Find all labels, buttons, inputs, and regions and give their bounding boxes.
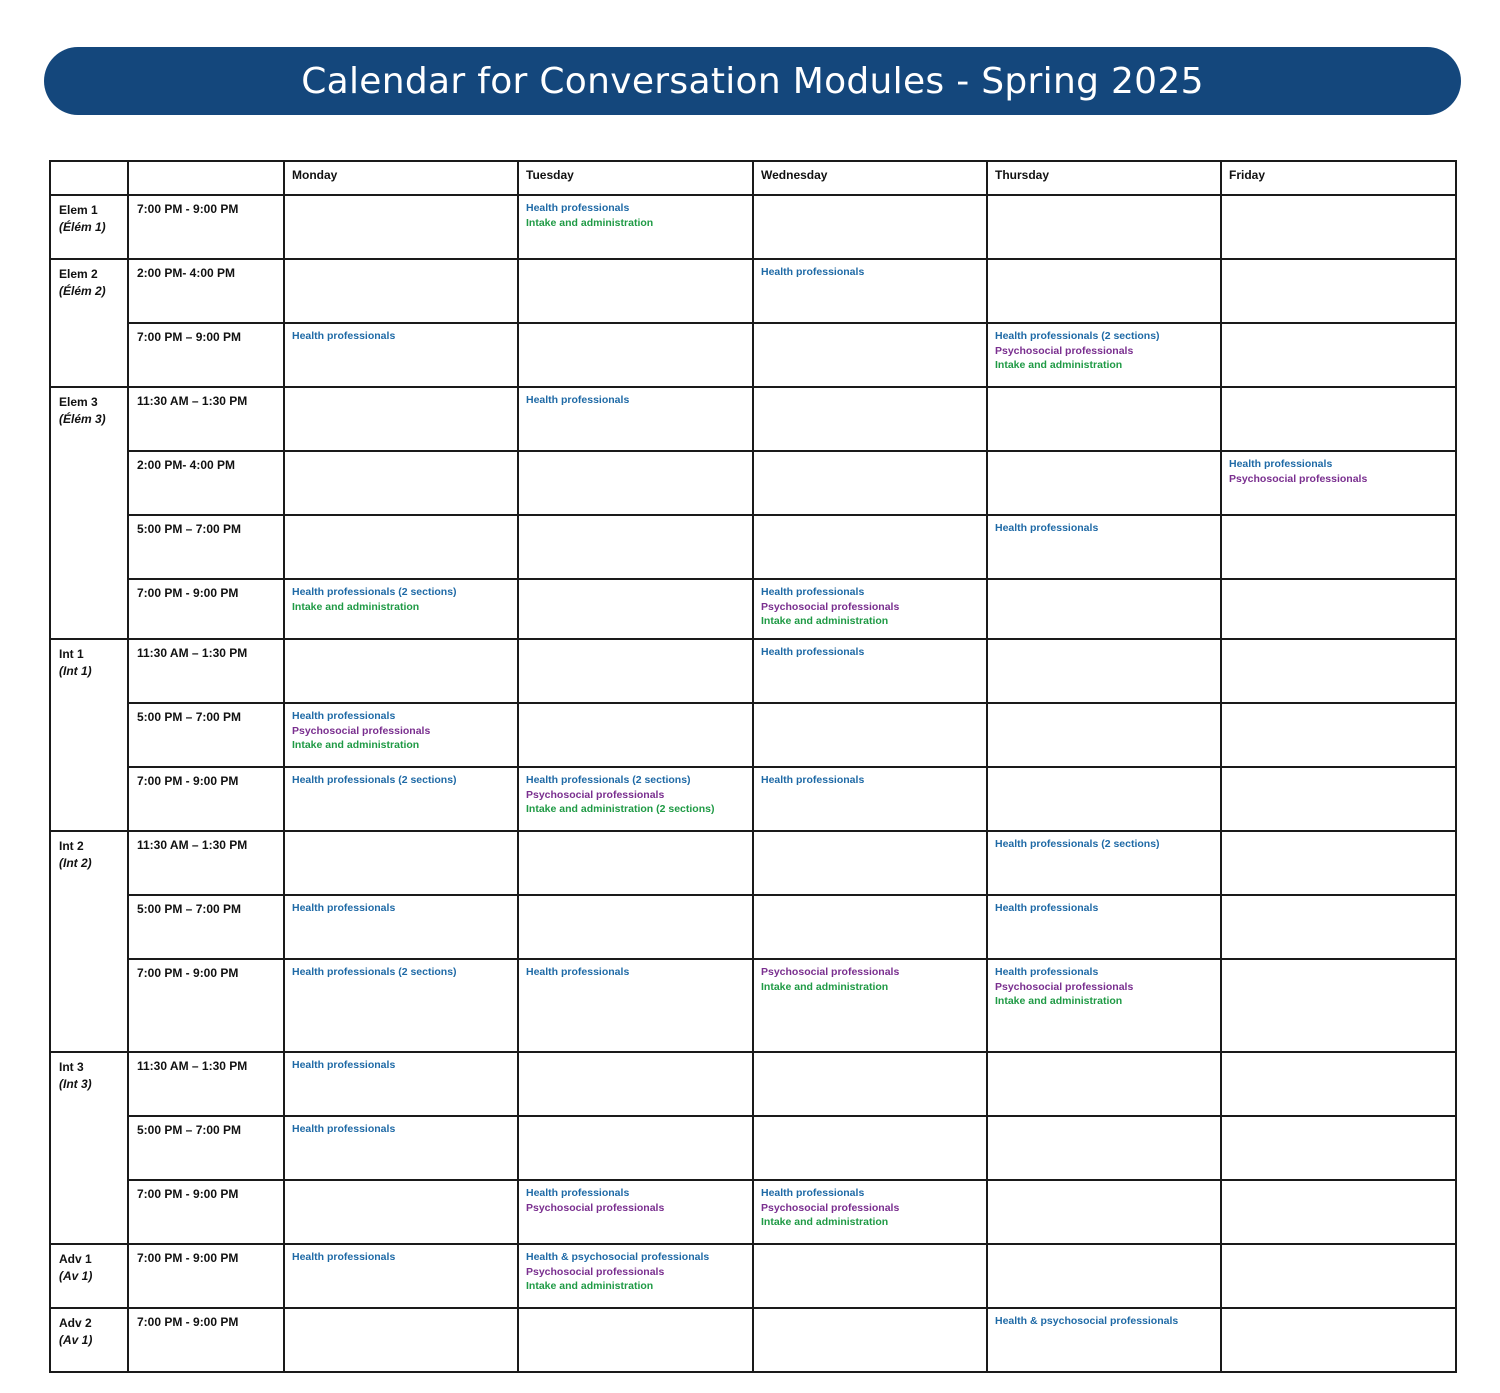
time-slot: 5:00 PM – 7:00 PM <box>128 703 284 767</box>
health-entry: Health professionals <box>995 966 1099 978</box>
level-french-name: (Av 1) <box>59 1333 93 1347</box>
intake-entry: Intake and administration <box>292 600 420 613</box>
header-wednesday: Wednesday <box>753 161 987 195</box>
table-row <box>50 895 1456 959</box>
health-entry: Health professionals (2 sections) <box>292 966 457 978</box>
day-cell-monday <box>284 1308 518 1372</box>
psychosocial-entry: Psychosocial professionals <box>761 600 900 613</box>
day-cell-thursday <box>987 1244 1221 1308</box>
intake-entry: Intake and administration <box>995 995 1123 1008</box>
intake-entry: Intake and administration (2 sections) <box>526 803 715 816</box>
day-cell-friday <box>1221 1052 1456 1116</box>
time-slot: 2:00 PM- 4:00 PM <box>128 451 284 515</box>
psychosocial-entry: Psychosocial professionals <box>761 966 900 978</box>
table-row <box>50 1244 1456 1308</box>
header-tuesday: Tuesday <box>518 161 753 195</box>
day-cell-monday <box>284 579 518 639</box>
table-row <box>50 323 1456 387</box>
day-cell-wednesday <box>753 831 987 895</box>
day-cell-monday <box>284 831 518 895</box>
day-cell-friday <box>1221 323 1456 387</box>
table-row <box>50 1308 1456 1372</box>
intake-entry: Intake and administration <box>526 1280 654 1293</box>
time-slot: 2:00 PM- 4:00 PM <box>128 259 284 323</box>
health-entry: Health professionals <box>526 966 630 978</box>
day-cell-wednesday <box>753 1180 987 1244</box>
day-cell-wednesday <box>753 703 987 767</box>
health-entry: Health professionals <box>292 1059 396 1071</box>
day-cell-thursday <box>987 195 1221 259</box>
level-cell <box>50 639 128 831</box>
level-cell <box>50 1052 128 1244</box>
level-french-name: (Élém 3) <box>59 412 106 426</box>
day-cell-tuesday <box>518 323 753 387</box>
table-row <box>50 579 1456 639</box>
level-name: Int 1 <box>59 647 84 661</box>
health-entry: Health professionals <box>526 202 630 214</box>
day-cell-thursday <box>987 259 1221 323</box>
day-cell-thursday <box>987 1180 1221 1244</box>
day-cell-wednesday <box>753 959 987 1052</box>
level-name: Elem 2 <box>59 267 98 281</box>
time-slot: 7:00 PM - 9:00 PM <box>128 959 284 1052</box>
day-cell-tuesday <box>518 259 753 323</box>
psychosocial-entry: Psychosocial professionals <box>995 980 1134 993</box>
intake-entry: Intake and administration <box>761 980 889 993</box>
day-cell-wednesday <box>753 1244 987 1308</box>
day-cell-tuesday <box>518 515 753 579</box>
level-cell <box>50 1244 128 1308</box>
level-cell <box>50 1308 128 1372</box>
time-slot: 11:30 AM – 1:30 PM <box>128 387 284 451</box>
day-cell-friday <box>1221 1244 1456 1308</box>
health-entry: Health professionals <box>292 330 396 342</box>
day-cell-friday <box>1221 451 1456 515</box>
table-row <box>50 639 1456 703</box>
health-entry: Health professionals <box>761 774 865 786</box>
table-row <box>50 831 1456 895</box>
day-cell-wednesday <box>753 895 987 959</box>
day-cell-thursday <box>987 895 1221 959</box>
level-french-name: (Int 1) <box>59 664 92 678</box>
day-cell-monday <box>284 1180 518 1244</box>
day-cell-tuesday <box>518 1180 753 1244</box>
day-cell-monday <box>284 259 518 323</box>
health-entry: Health professionals <box>526 1187 630 1199</box>
psychosocial-entry: Psychosocial professionals <box>292 724 431 737</box>
day-cell-thursday <box>987 1308 1221 1372</box>
table-row <box>50 259 1456 323</box>
day-cell-thursday <box>987 1116 1221 1180</box>
level-cell <box>50 387 128 639</box>
health-entry: Health professionals <box>761 266 865 278</box>
level-cell <box>50 831 128 1052</box>
day-cell-tuesday <box>518 387 753 451</box>
table-row <box>50 1052 1456 1116</box>
health-entry: Health professionals <box>292 710 396 722</box>
day-cell-monday <box>284 387 518 451</box>
intake-entry: Intake and administration <box>761 615 889 628</box>
level-name: Adv 2 <box>59 1316 92 1330</box>
day-cell-thursday <box>987 1052 1221 1116</box>
level-name: Adv 1 <box>59 1252 92 1266</box>
psychosocial-entry: Psychosocial professionals <box>1229 472 1368 485</box>
day-cell-tuesday <box>518 1244 753 1308</box>
health-entry: Health professionals (2 sections) <box>995 330 1160 342</box>
day-cell-thursday <box>987 387 1221 451</box>
psychosocial-entry: Psychosocial professionals <box>761 1201 900 1214</box>
health-entry: Health professionals (2 sections) <box>526 774 691 786</box>
day-cell-friday <box>1221 387 1456 451</box>
calendar-table <box>49 160 1457 1373</box>
health-entry: Health professionals (2 sections) <box>292 586 457 598</box>
day-cell-friday <box>1221 703 1456 767</box>
time-slot: 7:00 PM - 9:00 PM <box>128 1244 284 1308</box>
day-cell-tuesday <box>518 831 753 895</box>
health-entry: Health professionals <box>995 902 1099 914</box>
intake-entry: Intake and administration <box>761 1216 889 1229</box>
day-cell-friday <box>1221 895 1456 959</box>
day-cell-monday <box>284 323 518 387</box>
time-slot: 5:00 PM – 7:00 PM <box>128 1116 284 1180</box>
psychosocial-entry: Psychosocial professionals <box>526 1201 665 1214</box>
level-french-name: (Élém 2) <box>59 284 106 298</box>
time-slot: 11:30 AM – 1:30 PM <box>128 831 284 895</box>
level-cell <box>50 195 128 259</box>
day-cell-friday <box>1221 831 1456 895</box>
header-thursday: Thursday <box>987 161 1221 195</box>
day-cell-thursday <box>987 451 1221 515</box>
intake-entry: Intake and administration <box>526 216 654 229</box>
health-entry: Health & psychosocial professionals <box>526 1251 710 1263</box>
time-slot: 11:30 AM – 1:30 PM <box>128 1052 284 1116</box>
day-cell-wednesday <box>753 1308 987 1372</box>
day-cell-monday <box>284 895 518 959</box>
health-entry: Health professionals <box>761 586 865 598</box>
title-banner <box>44 47 1461 115</box>
day-cell-monday <box>284 639 518 703</box>
day-cell-wednesday <box>753 195 987 259</box>
day-cell-tuesday <box>518 959 753 1052</box>
day-cell-monday <box>284 703 518 767</box>
day-cell-friday <box>1221 515 1456 579</box>
day-cell-monday <box>284 1244 518 1308</box>
day-cell-thursday <box>987 767 1221 831</box>
level-name: Elem 1 <box>59 203 98 217</box>
day-cell-wednesday <box>753 767 987 831</box>
day-cell-tuesday <box>518 703 753 767</box>
table-row <box>50 387 1456 451</box>
header-monday: Monday <box>284 161 518 195</box>
day-cell-tuesday <box>518 1052 753 1116</box>
level-name: Elem 3 <box>59 395 98 409</box>
day-cell-monday <box>284 1116 518 1180</box>
psychosocial-entry: Psychosocial professionals <box>526 788 665 801</box>
day-cell-friday <box>1221 1116 1456 1180</box>
level-cell <box>50 259 128 387</box>
day-cell-friday <box>1221 1180 1456 1244</box>
time-slot: 5:00 PM – 7:00 PM <box>128 895 284 959</box>
day-cell-wednesday <box>753 387 987 451</box>
table-row <box>50 959 1456 1052</box>
day-cell-monday <box>284 195 518 259</box>
header-friday: Friday <box>1221 161 1456 195</box>
day-cell-tuesday <box>518 451 753 515</box>
health-entry: Health professionals <box>292 902 396 914</box>
time-slot: 7:00 PM – 9:00 PM <box>128 323 284 387</box>
psychosocial-entry: Psychosocial professionals <box>526 1265 665 1278</box>
time-slot: 11:30 AM – 1:30 PM <box>128 639 284 703</box>
day-cell-friday <box>1221 639 1456 703</box>
day-cell-tuesday <box>518 639 753 703</box>
level-french-name: (Élém 1) <box>59 220 106 234</box>
health-entry: Health & psychosocial professionals <box>995 1315 1179 1327</box>
table-row <box>50 451 1456 515</box>
header-level <box>50 161 128 195</box>
intake-entry: Intake and administration <box>995 359 1123 372</box>
day-cell-tuesday <box>518 895 753 959</box>
table-row <box>50 1116 1456 1180</box>
time-slot: 7:00 PM - 9:00 PM <box>128 1308 284 1372</box>
level-name: Int 3 <box>59 1060 84 1074</box>
level-french-name: (Int 2) <box>59 856 92 870</box>
time-slot: 5:00 PM – 7:00 PM <box>128 515 284 579</box>
day-cell-tuesday <box>518 1308 753 1372</box>
day-cell-friday <box>1221 579 1456 639</box>
table-row <box>50 703 1456 767</box>
day-cell-tuesday <box>518 1116 753 1180</box>
day-cell-thursday <box>987 579 1221 639</box>
health-entry: Health professionals (2 sections) <box>995 838 1160 850</box>
day-cell-monday <box>284 767 518 831</box>
day-cell-wednesday <box>753 259 987 323</box>
time-slot: 7:00 PM - 9:00 PM <box>128 195 284 259</box>
day-cell-friday <box>1221 1308 1456 1372</box>
day-cell-wednesday <box>753 1116 987 1180</box>
day-cell-monday <box>284 451 518 515</box>
intake-entry: Intake and administration <box>292 739 420 752</box>
day-cell-friday <box>1221 959 1456 1052</box>
day-cell-thursday <box>987 959 1221 1052</box>
day-cell-wednesday <box>753 579 987 639</box>
day-cell-monday <box>284 1052 518 1116</box>
day-cell-friday <box>1221 767 1456 831</box>
level-name: Int 2 <box>59 839 84 853</box>
day-cell-thursday <box>987 515 1221 579</box>
health-entry: Health professionals <box>292 1123 396 1135</box>
table-row <box>50 515 1456 579</box>
health-entry: Health professionals <box>995 522 1099 534</box>
health-entry: Health professionals <box>526 394 630 406</box>
day-cell-tuesday <box>518 767 753 831</box>
header-row <box>50 161 1456 195</box>
day-cell-wednesday <box>753 515 987 579</box>
day-cell-tuesday <box>518 195 753 259</box>
day-cell-thursday <box>987 639 1221 703</box>
level-french-name: (Int 3) <box>59 1077 92 1091</box>
day-cell-thursday <box>987 323 1221 387</box>
day-cell-friday <box>1221 259 1456 323</box>
table-row <box>50 195 1456 259</box>
day-cell-thursday <box>987 831 1221 895</box>
table-row <box>50 1180 1456 1244</box>
day-cell-monday <box>284 515 518 579</box>
level-french-name: (Av 1) <box>59 1269 93 1283</box>
day-cell-friday <box>1221 195 1456 259</box>
day-cell-wednesday <box>753 639 987 703</box>
health-entry: Health professionals <box>292 1251 396 1263</box>
time-slot: 7:00 PM - 9:00 PM <box>128 579 284 639</box>
day-cell-thursday <box>987 703 1221 767</box>
day-cell-wednesday <box>753 323 987 387</box>
health-entry: Health professionals <box>761 1187 865 1199</box>
time-slot: 7:00 PM - 9:00 PM <box>128 1180 284 1244</box>
health-entry: Health professionals (2 sections) <box>292 774 457 786</box>
psychosocial-entry: Psychosocial professionals <box>995 344 1134 357</box>
health-entry: Health professionals <box>1229 458 1333 470</box>
time-slot: 7:00 PM - 9:00 PM <box>128 767 284 831</box>
header-time <box>128 161 284 195</box>
table-row <box>50 767 1456 831</box>
day-cell-wednesday <box>753 451 987 515</box>
day-cell-monday <box>284 959 518 1052</box>
day-cell-tuesday <box>518 579 753 639</box>
page-title: Calendar for Conversation Modules - Spring 2025 <box>301 60 1204 102</box>
day-cell-wednesday <box>753 1052 987 1116</box>
health-entry: Health professionals <box>761 646 865 658</box>
